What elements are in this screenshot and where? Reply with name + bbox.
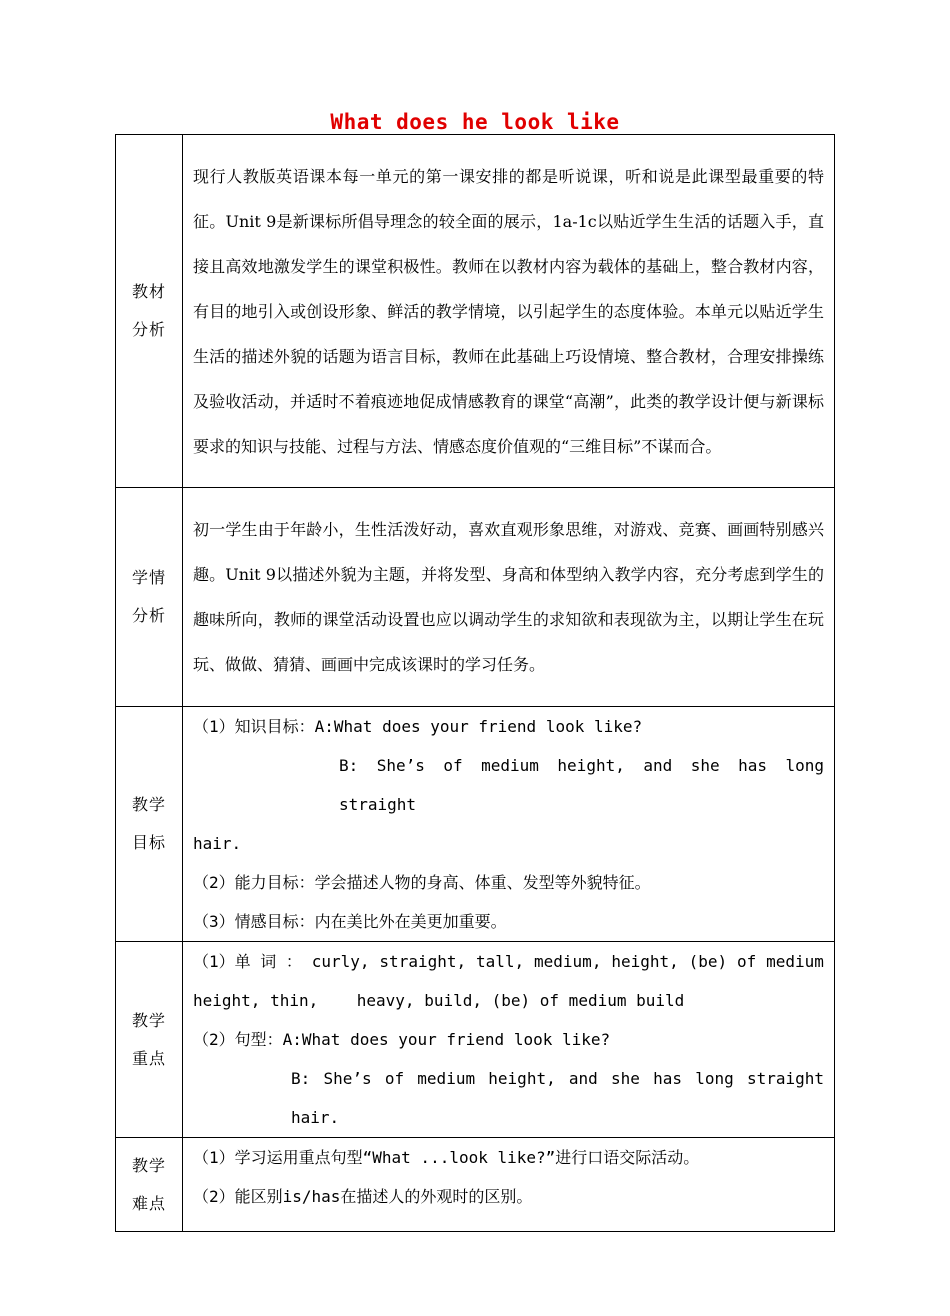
table-row-materials: [116, 135, 835, 488]
objective-ability: （2）能力目标：学会描述人物的身高、体重、发型等外貌特征。: [193, 873, 651, 892]
document-title: What does he look like: [330, 110, 620, 134]
key-word: （1）单 词 ：: [193, 952, 302, 971]
key-word: tall,: [475, 952, 525, 971]
difficulty-2: （2）能区别is/has在描述人的外观时的区别。: [193, 1187, 533, 1206]
materials-analysis-text: 现行人教版英语课本每一单元的第一课安排的都是听说课，听和说是此课型最重要的特征。Unit 9是新课标所倡导理念的较全面的展示，1a-1c以贴近学生生活的话题入手，直接且高效地激发学生的课堂积极性。教师在以教材内容为载体的基础上，整合教材内容，有目的地引入或创设形象、鲜活的教学情境，以引起学生的态度体验。本单元以贴近学生生活的描述外貌的话题为语言目标，教师在此基础上巧设情境、整合教材，合理安排操练及验收活动，并适时不着痕迹地促成情感教育的课堂“高潮”，此类的教学设计便与新课标要求的知识与技能、过程与方法、情感态度价值观的“三维目标”不谋而合。: [193, 166, 824, 456]
key-word: (be): [688, 952, 728, 971]
key-points-sentence: （2）句型：A:What does your friend look like?: [193, 1030, 611, 1049]
row-label-materials: [116, 135, 183, 488]
row-label-line: 重点: [131, 1048, 166, 1068]
table-row-students: [116, 488, 835, 707]
students-analysis-text: 初一学生由于年龄小，生性活泼好动，喜欢直观形象思维，对游戏、竞赛、画画特别感兴趣。Unit 9以描述外貌为主题，并将发型、身高和体型纳入教学内容，充分考虑到学生的趣味所向，教师的课堂活动设置也应以调动学生的求知欲和表现欲为主，以期让学生在玩玩、做做、猜猜、画画中完成该课时的学习任务。: [193, 520, 824, 674]
row-content-materials: [183, 135, 835, 488]
key-points-sentence-answer: B: She’s of medium height, and she has long straight hair.: [291, 1069, 834, 1127]
key-word: straight,: [379, 952, 467, 971]
key-word: medium: [766, 952, 824, 971]
row-content-difficulties: [183, 1138, 835, 1232]
key-word: medium,: [534, 952, 602, 971]
difficulty-1: （1）学习运用重点句型“What ...look like?”进行口语交际活动。: [193, 1148, 700, 1167]
row-content-objectives: [183, 707, 835, 942]
table-row-key-points: [116, 942, 835, 1138]
row-label-line: 分析: [131, 320, 166, 339]
objective-emotion: （3）情感目标：内在美比外在美更加重要。: [193, 912, 507, 931]
objective-knowledge: （1）知识目标：A:What does your friend look like?: [193, 717, 643, 736]
key-points-words-cont: height, thin, heavy, build, (be) of medium build: [193, 991, 685, 1010]
objective-knowledge-answer: B: She’s of medium height, and she has long straight: [339, 756, 834, 814]
row-label-difficulties: [116, 1138, 183, 1232]
objective-knowledge-answer-cont: hair.: [193, 834, 242, 853]
row-label-line: 教材: [131, 282, 166, 301]
row-label-line: 教学: [131, 1010, 166, 1030]
row-label-objectives: [116, 707, 183, 942]
row-label-students: [116, 488, 183, 707]
row-content-students: [183, 488, 835, 707]
row-content-key-points: [183, 942, 835, 1138]
key-word: height,: [611, 952, 679, 971]
row-label-line: 难点: [131, 1193, 166, 1213]
key-word: curly,: [311, 952, 370, 971]
row-label-line: 教学: [131, 1155, 166, 1175]
table-row-difficulties: [116, 1138, 835, 1232]
key-points-words-line: [193, 942, 824, 981]
lesson-plan-table: [115, 134, 835, 1232]
row-label-line: 目标: [131, 833, 166, 852]
key-word: of: [737, 952, 757, 971]
row-label-line: 分析: [131, 606, 166, 625]
table-row-objectives: [116, 707, 835, 942]
row-label-line: 学情: [131, 568, 166, 587]
row-label-key-points: [116, 942, 183, 1138]
row-label-line: 教学: [131, 795, 166, 814]
